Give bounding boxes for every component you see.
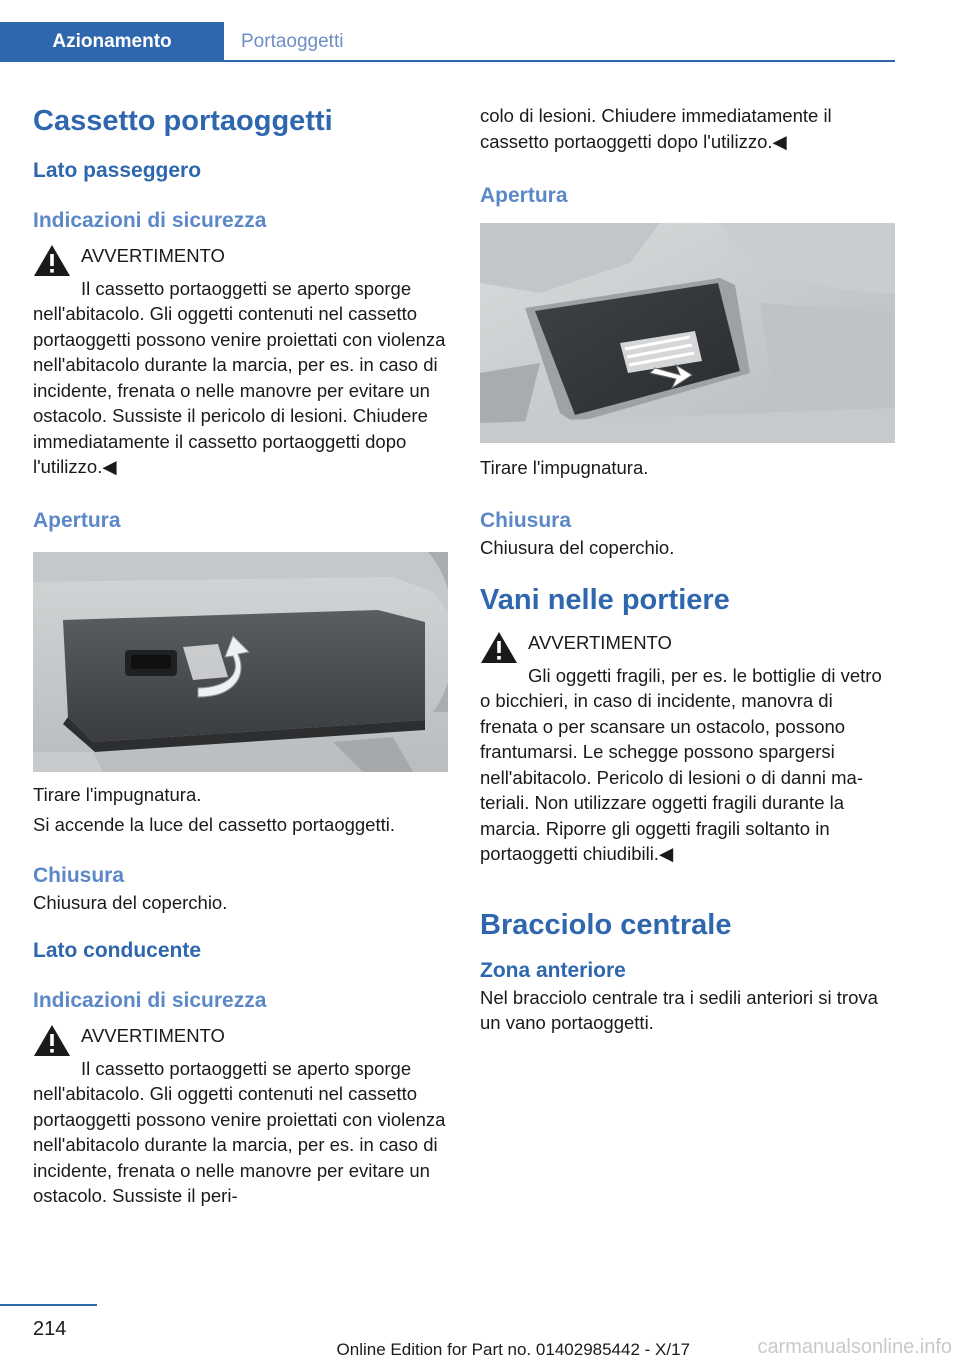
warning-block-2: [33, 1023, 448, 1209]
warning-text-2-continued: colo di lesioni. Chiudere immediatamente il cassetto portaoggetti dopo l'utilizzo.◀: [480, 105, 832, 152]
page-header: [0, 0, 895, 62]
page-number: 214: [33, 1318, 67, 1340]
warning-block-3: [480, 630, 895, 867]
edition-text: Online Edition for Part no. 01402985442 - X/17: [336, 1340, 690, 1359]
text-chiusura-2: Chiusura del coperchio.: [480, 536, 675, 558]
right-column: [480, 100, 895, 1036]
heading-lato-conducente: Lato conducente: [33, 939, 202, 962]
footer-divider: [0, 1304, 97, 1306]
text-zona-anteriore: Nel bracciolo centrale tra i sedili anteriori si trova un vano portaoggetti.: [480, 986, 878, 1033]
section-title-bracciolo: Bracciolo centrale: [480, 908, 732, 941]
tab-portaoggetti[interactable]: Portaoggetti: [241, 31, 344, 52]
heading-apertura-2: Apertura: [480, 184, 568, 207]
text-chiusura-1: Chiusura del coperchio.: [33, 891, 228, 913]
warning-text-2: Il cassetto portaoggetti se aperto sporge nell'abitacolo. Gli oggetti contenuti nel cassetto portaoggetti possono venire proiettati con violenza nell'abitacolo durante la marcia, per es. in caso di incidente, frenata o nelle manovre per evitare un ostacolo. Sussiste il peri-: [33, 1057, 446, 1206]
warning-title-3: AVVERTIMENTO: [528, 632, 672, 653]
glovebox-passenger-photo: [33, 552, 448, 772]
heading-lato-passeggero: Lato passeggero: [33, 159, 202, 182]
header-divider: [0, 60, 895, 62]
section-title-cassetto: Cassetto portaoggetti: [33, 105, 333, 137]
watermark: carmanualsonline.info: [757, 1336, 952, 1358]
heading-zona-anteriore: Zona anteriore: [480, 958, 626, 982]
warning-triangle-icon: [33, 243, 71, 277]
warning-block-1: [33, 243, 448, 480]
warning-title-1: AVVERTIMENTO: [81, 245, 225, 266]
heading-apertura-1: Apertura: [33, 508, 121, 532]
heading-chiusura-1: Chiusura: [33, 863, 125, 887]
warning-title-2: AVVERTIMENTO: [81, 1025, 225, 1046]
heading-sicurezza-1: Indicazioni di sicurezza: [33, 209, 267, 232]
caption-luce: Si accende la luce del cassetto portaoggetti.: [33, 814, 396, 835]
warning-text-1: Il cassetto portaoggetti se aperto sporge nell'abitacolo. Gli oggetti contenuti nel cassetto portaoggetti possono venire proiettati con violenza nell'abitacolo durante la marcia, per es. in caso di incidente, frenata o nelle manovre per evitare un ostacolo. Sussiste il pericolo di lesioni. Chiudere immediatamente il cassetto portaoggetti dopo l'utilizzo.◀: [33, 277, 446, 477]
caption-tirare-1: Tirare l'impugnatura.: [33, 783, 202, 805]
warning-text-3: Gli oggetti fragili, per es. le bottiglie di vetro o bicchieri, in caso di incidente, manovra di frenata o per scansare un ostacolo, possono frantumarsi. Le schegge possono spargersi nell'abitacolo. Pericolo di lesioni o di danni materiali. Non utilizzare oggetti fragili durante la marcia. Riporre gli oggetti fragili soltanto in portaoggetti chiudibili.◀: [480, 664, 882, 864]
warning-triangle-icon: [480, 630, 518, 664]
tab-azionamento[interactable]: Azionamento: [0, 22, 224, 62]
heading-chiusura-2: Chiusura: [480, 508, 572, 532]
warning-triangle-icon: [33, 1023, 71, 1057]
heading-sicurezza-2: Indicazioni di sicurezza: [33, 989, 267, 1012]
left-column: [33, 100, 448, 1209]
caption-tirare-2: Tirare l'impugnatura.: [480, 457, 649, 478]
section-title-vani: Vani nelle portiere: [480, 584, 730, 616]
glovebox-driver-photo: [480, 223, 895, 443]
